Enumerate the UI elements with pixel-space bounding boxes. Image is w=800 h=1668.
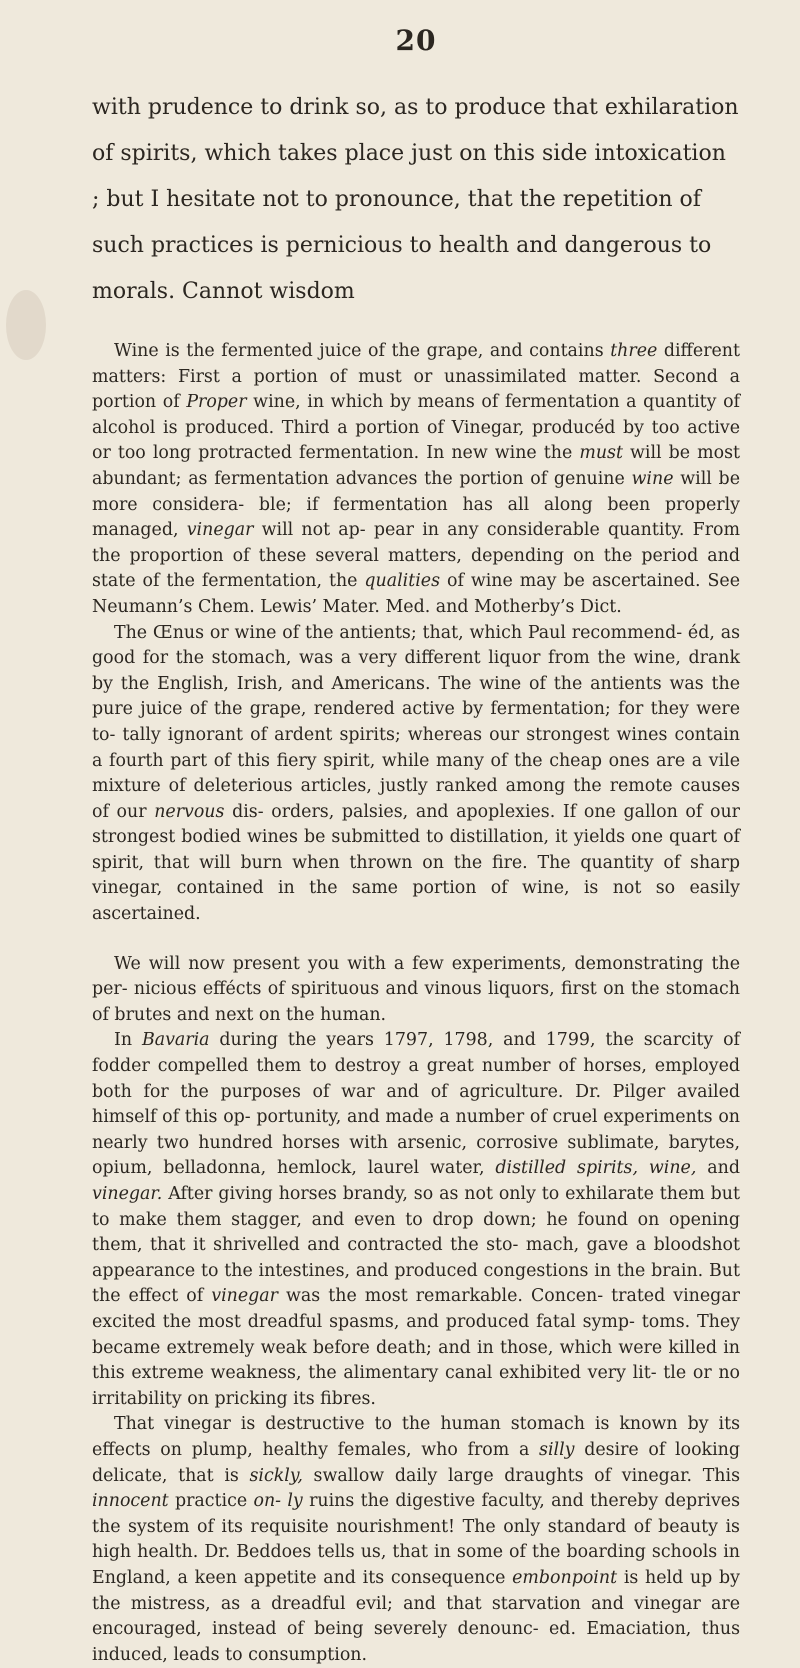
page-number: 20	[395, 24, 437, 57]
paragraph-wine-definition: Wine is the fermented juice of the grape, and contains three different matters: First a portion of must or unassimilated matter. Second a portion of Proper wine, in which by means of fermentation a quantity of alcohol is produced. Third a portion of Vinegar, producéd by too active or too long protracted fermentation. In new wine the must will be most abundant; as fermentation advances the portion of genuine wine will be more considera- ble; if fermentation has all along been properly managed, vinegar will not ap- pear in any considerable quantity. From the proportion of these several matters, depending on the period and state of the fermentation, the qualities of wine may be ascertained. See Neumann’s Chem. Lewis’ Mater. Med. and Motherby’s Dict.	[92, 341, 741, 617]
paragraph-bavaria: In Bavaria during the years 1797, 1798, and 1799, the scarcity of fodder compelled them to destroy a great number of horses, employed both for the purposes of war and of agriculture. Dr. Pilger availed himself of this op- portunity, and made a number of cruel experiments on nearly two hundred horses with arsenic, corrosive sublimate, barytes, opium, belladonna, hemlock, laurel water, distilled spirits, wine, and vinegar. After giving horses brandy, so as not only to exhilarate them but to make them stagger, and even to drop down; he found on opening them, that it shrivelled and contracted the sto- mach, gave a bloodshot appearance to the intestines, and produced congestions in the brain. But the effect of vinegar was the most remarkable. Concen- trated vinegar excited the most dreadful spasms, and produced fatal symp- toms. They became extremely weak before death; and in those, which were killed in this extreme weakness, the alimentary canal exhibited very lit- tle or no irritability on pricking its fibres.	[92, 1030, 740, 1409]
paragraph-vinegar-females: That vinegar is destructive to the human stomach is known by its effects on plump, healthy females, who from a silly desire of looking delicate, that is sickly, swallow daily large draughts of vinegar. This innocent practice on- ly ruins the digestive faculty, and thereby deprives the system of its requisite nourishment! The only standard of beauty is high health. Dr. Beddoes tells us, that in some of the boarding schools in England, a keen appetite and its consequence embonpoint is held up by the mistress, as a dreadful evil; and that starvation and vinegar are encouraged, instead of being severely denounc- ed. Emaciation, thus induced, leads to consumption.	[92, 1414, 741, 1665]
experiments-section	[92, 952, 740, 1668]
paragraph-experiments-intro: We will now present you with a few experiments, demonstrating the per- nicious effécts of spirituous and vinous liquors, first on the stomach of brutes and next on the human.	[92, 953, 740, 1025]
intro-paragraph: with prudence to drink so, as to produce that exhilaration of spirits, which takes place just on this side intoxication ; but I hesitate not to pronounce, that the repetition of such practices is pernicious to health and dangerous to morals. Cannot wisdom	[92, 95, 739, 304]
wine-section	[92, 339, 740, 928]
paragraph-antient-wine: The Œnus or wine of the antients; that, which Paul recommend- éd, as good for the stomach, was a very different liquor from the wine, drank by the English, Irish, and Americans. The wine of the antients was the pure juice of the grape, rendered active by fermentation; for they were to- tally ignorant of ardent spirits; whereas our strongest wines contain a fourth part of this fiery spirit, while many of the cheap ones are a vile mixture of deleterious articles, justly ranked among the remote causes of our nervous dis- orders, palsies, and apoplexies. If one gallon of our strongest bodied wines be submitted to distillation, it yields one quart of spirit, that will burn when thrown on the fire. The quantity of sharp vinegar, contained in the same portion of wine, is not so easily ascertained.	[92, 622, 740, 925]
page-stain	[6, 290, 46, 360]
